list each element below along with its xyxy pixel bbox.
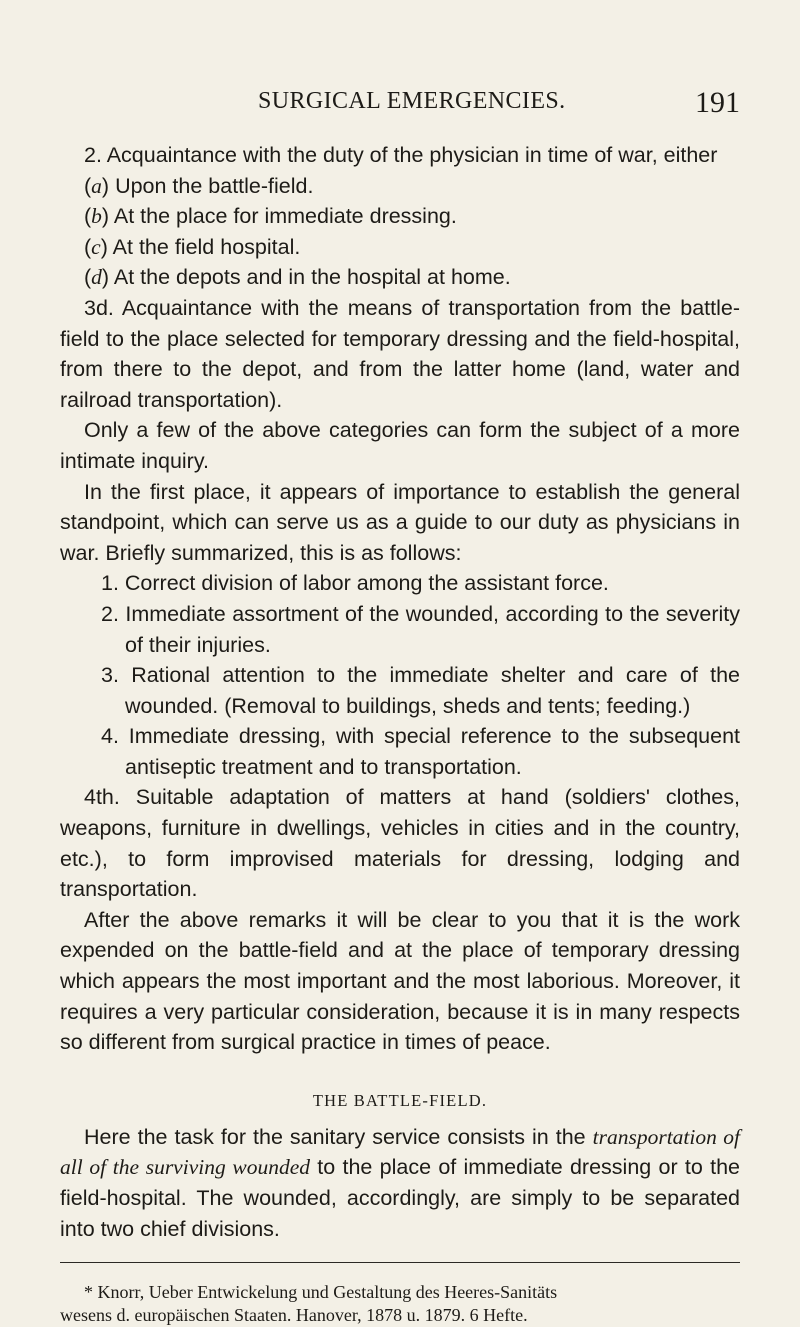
sub-item-b: (b) At the place for immediate dressing. — [84, 204, 457, 229]
footnote — [60, 1281, 740, 1327]
section-heading: THE BATTLE-FIELD. — [312, 1090, 488, 1110]
paragraph-first-place: In the first place, it appears of importance to establish the general standpoint, which can serve us as a guide to our duty as physicians in war. Briefly summarized, this is as follows: — [60, 479, 740, 565]
numbered-item-4: 4. Immediate dressing, with special reference to the subsequent antiseptic treatment and to transportation. — [101, 724, 740, 779]
running-head: SURGICAL EMERGENCIES. — [258, 88, 566, 114]
paragraph-battle-field: Here the task for the sanitary service consists in the transportation of all of the surviving wounded to the place of immediate dressing or to the field-hospital. The wounded, accordingly, are simply to be separated into two chief divisions. — [60, 1124, 740, 1241]
page-header — [0, 88, 800, 124]
numbered-item-2: 2. Immediate assortment of the wounded, according to the severity of their injuries. — [101, 601, 740, 657]
body-text — [60, 140, 740, 1327]
sub-item-d: (d) At the depots and in the hospital at home. — [84, 265, 511, 290]
sub-item-c: (c) At the field hospital. — [84, 234, 301, 259]
italic-emphasis: transportation of all of the surviving wounded — [60, 1124, 740, 1180]
numbered-item-3: 3. Rational attention to the immediate shelter and care of the wounded. (Removal to buildings, sheds and tents; feeding.) — [101, 663, 740, 718]
paragraph-after-remarks: After the above remarks it will be clear to you that it is the work expended on the battle-field and at the place of temporary dressing which appears the most important and the most laborious. Moreover, it requires a very particular consideration, because it is in many respects so different from surgical practice in times of peace. — [60, 907, 740, 1055]
paragraph-item-3: 3d. Acquaintance with the means of transportation from the battle-field to the place selected for temporary dressing and the field-hospital, from there to the depot, and from the latter home (land, water and railroad transportation). — [60, 295, 740, 412]
sub-item-list — [60, 171, 740, 293]
paragraph-item-4: 4th. Suitable adaptation of matters at hand (soldiers' clothes, weapons, furniture in dwellings, vehicles in cities and in the country, etc.), to form improvised materials for dressing, lodging and transportation. — [60, 785, 740, 902]
page-number: 191 — [695, 86, 740, 119]
footnote-line-1: * Knorr, Ueber Entwickelung und Gestaltung des Heeres-Sanitäts — [84, 1282, 558, 1303]
numbered-item-1: 1. Correct division of labor among the assistant force. — [101, 571, 609, 596]
paragraph-only-few: Only a few of the above categories can form the subject of a more intimate inquiry. — [60, 418, 740, 473]
footnote-rule — [60, 1262, 740, 1263]
numbered-list — [60, 568, 740, 782]
sub-item-a: (a) Upon the battle-field. — [84, 173, 314, 198]
paragraph-item-2: 2. Acquaintance with the duty of the physician in time of war, either — [84, 143, 718, 167]
footnote-line-2: wesens d. europäischen Staaten. Hanover, 1878 u. 1879. 6 Hefte. — [60, 1305, 528, 1326]
